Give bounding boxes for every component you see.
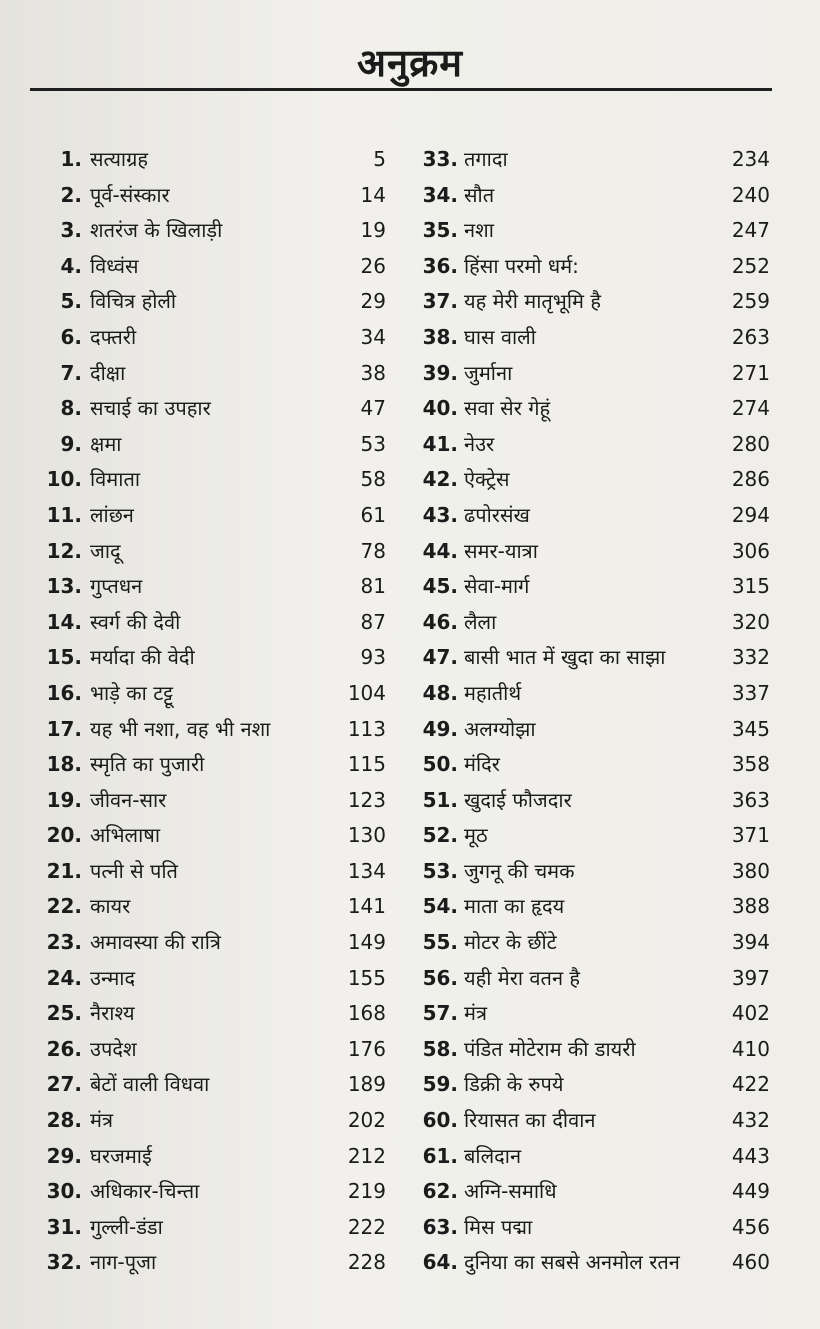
toc-right-column bbox=[418, 142, 770, 1281]
toc-entry-title: यह मेरी मातृभूमि है bbox=[464, 289, 601, 314]
toc-entry-number: 18. bbox=[46, 752, 82, 777]
toc-entry-title: मूठ bbox=[464, 823, 488, 848]
toc-entry bbox=[418, 1210, 770, 1246]
toc-entry-number: 64. bbox=[422, 1250, 458, 1275]
toc-entry-number: 21. bbox=[46, 858, 82, 883]
toc-entry bbox=[418, 142, 770, 178]
toc-entry-page: 234 bbox=[731, 147, 770, 171]
toc-entry-page: 380 bbox=[731, 858, 770, 883]
toc-entry-title: मर्यादा की वेदी bbox=[90, 645, 195, 670]
toc-entry-title: खुदाई फौजदार bbox=[464, 787, 572, 812]
toc-entry-title: नाग-पूजा bbox=[90, 1250, 157, 1275]
toc-entry bbox=[418, 569, 770, 605]
toc-entry-page: 259 bbox=[731, 289, 770, 314]
toc-entry-title: स्मृति का पुजारी bbox=[90, 752, 205, 777]
toc-entry-title: जीवन-सार bbox=[90, 787, 167, 812]
toc-entry-title: जुगनू की चमक bbox=[464, 858, 575, 883]
toc-entry bbox=[44, 1139, 386, 1175]
toc-entry-title: सत्याग्रह bbox=[90, 147, 148, 171]
toc-entry bbox=[44, 320, 386, 356]
toc-entry-title: तगादा bbox=[464, 147, 508, 171]
toc-entry-title: यह भी नशा, वह भी नशा bbox=[90, 716, 271, 741]
toc-entry-page: 363 bbox=[731, 787, 770, 812]
toc-entry-title: महातीर्थ bbox=[464, 680, 522, 705]
toc-entry-page: 14 bbox=[360, 182, 386, 207]
toc-entry-page: 34 bbox=[360, 324, 386, 349]
toc-entry-number: 56. bbox=[422, 965, 458, 990]
toc-entry bbox=[418, 818, 770, 854]
toc-entry-title: ढपोरसंख bbox=[464, 502, 530, 527]
toc-entry bbox=[418, 391, 770, 427]
toc-entry-number: 26. bbox=[46, 1036, 82, 1061]
toc-entry bbox=[44, 1174, 386, 1210]
toc-entry-number: 41. bbox=[422, 431, 458, 456]
toc-entry-title: डिक्री के रुपये bbox=[464, 1072, 564, 1097]
toc-entry-page: 219 bbox=[347, 1179, 386, 1204]
toc-entry-page: 222 bbox=[347, 1214, 386, 1239]
toc-entry-number: 15. bbox=[46, 645, 82, 670]
toc-entry-number: 12. bbox=[46, 538, 82, 563]
toc-entry-number: 43. bbox=[422, 502, 458, 527]
toc-entry-page: 47 bbox=[360, 396, 386, 421]
toc-entry-page: 371 bbox=[731, 823, 770, 848]
toc-entry-number: 35. bbox=[422, 218, 458, 243]
toc-entry-page: 176 bbox=[347, 1036, 386, 1061]
toc-entry bbox=[418, 427, 770, 463]
toc-entry-page: 81 bbox=[360, 574, 386, 599]
toc-entry-page: 104 bbox=[347, 680, 386, 705]
toc-entry-title: अग्नि-समाधि bbox=[464, 1179, 557, 1204]
toc-entry-title: मंदिर bbox=[464, 752, 500, 777]
toc-entry-title: बलिदान bbox=[464, 1143, 522, 1168]
toc-entry-number: 45. bbox=[422, 574, 458, 599]
toc-entry-number: 1. bbox=[60, 147, 82, 171]
toc-entry-title: रियासत का दीवान bbox=[464, 1108, 596, 1133]
toc-entry-title: शतरंज के खिलाड़ी bbox=[90, 218, 223, 243]
toc-entry-title: लांछन bbox=[90, 502, 134, 527]
toc-entry-title: अलग्योझा bbox=[464, 716, 536, 741]
toc-entry-title: जादू bbox=[90, 538, 121, 563]
toc-entry-page: 189 bbox=[347, 1072, 386, 1097]
toc-entry-number: 51. bbox=[422, 787, 458, 812]
toc-entry bbox=[418, 676, 770, 712]
toc-entry-page: 61 bbox=[360, 502, 386, 527]
toc-entry bbox=[44, 249, 386, 285]
toc-entry bbox=[418, 1245, 770, 1281]
toc-entry bbox=[418, 605, 770, 641]
toc-entry-page: 410 bbox=[731, 1036, 770, 1061]
toc-entry-page: 280 bbox=[731, 431, 770, 456]
toc-entry-page: 449 bbox=[731, 1179, 770, 1204]
toc-entry bbox=[44, 213, 386, 249]
toc-entry-page: 271 bbox=[731, 360, 770, 385]
toc-entry-number: 30. bbox=[46, 1179, 82, 1204]
toc-entry-title: विध्वंस bbox=[90, 253, 139, 278]
toc-entry bbox=[418, 854, 770, 890]
toc-entry-number: 2. bbox=[60, 182, 82, 207]
toc-entry bbox=[44, 142, 386, 178]
toc-entry bbox=[44, 818, 386, 854]
toc-entry-page: 306 bbox=[731, 538, 770, 563]
toc-entry-number: 42. bbox=[422, 467, 458, 492]
toc-entry-page: 337 bbox=[731, 680, 770, 705]
toc-entry-number: 49. bbox=[422, 716, 458, 741]
toc-entry-number: 11. bbox=[46, 502, 82, 527]
toc-entry-number: 59. bbox=[422, 1072, 458, 1097]
toc-entry-page: 168 bbox=[347, 1001, 386, 1026]
toc-entry-number: 52. bbox=[422, 823, 458, 848]
toc-entry bbox=[418, 320, 770, 356]
toc-entry-number: 37. bbox=[422, 289, 458, 314]
toc-entry bbox=[44, 747, 386, 783]
toc-entry bbox=[418, 1067, 770, 1103]
toc-entry-title: घास वाली bbox=[464, 324, 536, 349]
toc-entry-title: उपदेश bbox=[90, 1036, 137, 1061]
toc-entry bbox=[418, 498, 770, 534]
toc-entry-page: 87 bbox=[360, 609, 386, 634]
toc-entry bbox=[418, 249, 770, 285]
toc-entry-page: 212 bbox=[347, 1143, 386, 1168]
toc-entry-number: 29. bbox=[46, 1143, 82, 1168]
toc-entry bbox=[44, 961, 386, 997]
toc-entry bbox=[418, 783, 770, 819]
toc-entry-title: सेवा-मार्ग bbox=[464, 574, 530, 599]
toc-entry-number: 34. bbox=[422, 182, 458, 207]
toc-entry-title: समर-यात्रा bbox=[464, 538, 538, 563]
toc-entry-page: 134 bbox=[347, 858, 386, 883]
toc-entry bbox=[44, 1032, 386, 1068]
toc-entry-title: लैला bbox=[464, 609, 497, 634]
toc-entry-page: 320 bbox=[731, 609, 770, 634]
toc-entry-number: 14. bbox=[46, 609, 82, 634]
toc-entry bbox=[418, 356, 770, 392]
toc-entry-title: घरजमाई bbox=[90, 1143, 152, 1168]
toc-entry bbox=[418, 284, 770, 320]
toc-entry-number: 50. bbox=[422, 752, 458, 777]
toc-entry-page: 123 bbox=[347, 787, 386, 812]
toc-entry bbox=[418, 996, 770, 1032]
toc-entry-page: 93 bbox=[360, 645, 386, 670]
toc-entry-title: बेटों वाली विधवा bbox=[90, 1072, 210, 1097]
toc-entry-number: 62. bbox=[422, 1179, 458, 1204]
toc-entry-number: 27. bbox=[46, 1072, 82, 1097]
toc-entry-page: 460 bbox=[731, 1250, 770, 1275]
toc-entry-number: 17. bbox=[46, 716, 82, 741]
toc-entry-page: 456 bbox=[731, 1214, 770, 1239]
toc-entry-page: 130 bbox=[347, 823, 386, 848]
toc-entry-title: स्वर्ग की देवी bbox=[90, 609, 181, 634]
toc-entry-title: मोटर के छींटे bbox=[464, 930, 557, 955]
toc-entry-title: अधिकार-चिन्ता bbox=[90, 1179, 200, 1204]
toc-entry bbox=[44, 1067, 386, 1103]
toc-entry-page: 155 bbox=[347, 965, 386, 990]
toc-entry bbox=[44, 889, 386, 925]
toc-entry-number: 31. bbox=[46, 1214, 82, 1239]
toc-entry-page: 315 bbox=[731, 574, 770, 599]
toc-entry-title: विचित्र होली bbox=[90, 289, 177, 314]
toc-entry bbox=[418, 1139, 770, 1175]
toc-entry-title: अभिलाषा bbox=[90, 823, 160, 848]
toc-entry bbox=[418, 961, 770, 997]
toc-entry bbox=[44, 1210, 386, 1246]
toc-entry-title: कायर bbox=[90, 894, 131, 919]
toc-entry-number: 25. bbox=[46, 1001, 82, 1026]
toc-entry-number: 39. bbox=[422, 360, 458, 385]
title-rule bbox=[30, 88, 772, 91]
toc-entry-page: 397 bbox=[731, 965, 770, 990]
toc-entry-page: 332 bbox=[731, 645, 770, 670]
toc-entry-number: 33. bbox=[422, 147, 458, 171]
toc-entry-page: 149 bbox=[347, 930, 386, 955]
toc-entry-title: बासी भात में खुदा का साझा bbox=[464, 645, 666, 670]
toc-entry-page: 19 bbox=[360, 218, 386, 243]
toc-entry-number: 46. bbox=[422, 609, 458, 634]
toc-entry-number: 5. bbox=[60, 289, 82, 314]
toc-entry-title: दुनिया का सबसे अनमोल रतन bbox=[464, 1250, 680, 1275]
toc-entry-number: 19. bbox=[46, 787, 82, 812]
toc-entry-page: 38 bbox=[360, 360, 386, 385]
toc-entry-title: पूर्व-संस्कार bbox=[90, 182, 170, 207]
toc-entry-number: 20. bbox=[46, 823, 82, 848]
toc-entry-title: पत्नी से पति bbox=[90, 858, 178, 883]
toc-entry-number: 16. bbox=[46, 680, 82, 705]
toc-entry bbox=[418, 747, 770, 783]
toc-entry bbox=[418, 213, 770, 249]
toc-entry-page: 422 bbox=[731, 1072, 770, 1097]
toc-entry bbox=[44, 676, 386, 712]
toc-entry bbox=[418, 1174, 770, 1210]
toc-entry bbox=[44, 1245, 386, 1281]
toc-entry-title: यही मेरा वतन है bbox=[464, 965, 581, 990]
toc-entry bbox=[44, 284, 386, 320]
toc-entry-number: 44. bbox=[422, 538, 458, 563]
toc-entry bbox=[44, 783, 386, 819]
toc-entry-title: विमाता bbox=[90, 467, 141, 492]
toc-entry-page: 141 bbox=[347, 894, 386, 919]
toc-entry-page: 202 bbox=[347, 1108, 386, 1133]
toc-entry-number: 58. bbox=[422, 1036, 458, 1061]
toc-entry bbox=[418, 1032, 770, 1068]
toc-entry-title: मंत्र bbox=[464, 1001, 487, 1026]
toc-entry-title: भाड़े का टट्टू bbox=[90, 680, 174, 705]
toc-entry-number: 32. bbox=[46, 1250, 82, 1275]
toc-entry-title: गुल्ली-डंडा bbox=[90, 1214, 163, 1239]
toc-entry-page: 443 bbox=[731, 1143, 770, 1168]
toc-entry-page: 263 bbox=[731, 324, 770, 349]
toc-entry-number: 57. bbox=[422, 1001, 458, 1026]
toc-entry-number: 38. bbox=[422, 324, 458, 349]
toc-entry bbox=[44, 605, 386, 641]
toc-entry-number: 3. bbox=[60, 218, 82, 243]
toc-entry bbox=[418, 1103, 770, 1139]
toc-entry-title: मिस पद्मा bbox=[464, 1214, 533, 1239]
toc-entry bbox=[418, 889, 770, 925]
toc-entry-page: 432 bbox=[731, 1108, 770, 1133]
toc-entry-title: दीक्षा bbox=[90, 360, 126, 385]
toc-entry bbox=[44, 391, 386, 427]
toc-entry-number: 4. bbox=[60, 253, 82, 278]
toc-entry-page: 286 bbox=[731, 467, 770, 492]
toc-entry-number: 60. bbox=[422, 1108, 458, 1133]
toc-entry-page: 53 bbox=[360, 431, 386, 456]
toc-entry bbox=[418, 925, 770, 961]
toc-entry bbox=[44, 854, 386, 890]
toc-entry-title: माता का हृदय bbox=[464, 894, 565, 919]
toc-entry-title: नेउर bbox=[464, 431, 495, 456]
toc-entry-number: 9. bbox=[60, 431, 82, 456]
toc-entry-title: क्षमा bbox=[90, 431, 122, 456]
toc-entry-number: 6. bbox=[60, 324, 82, 349]
toc-entry-title: नैराश्य bbox=[90, 1001, 135, 1026]
toc-entry bbox=[44, 462, 386, 498]
toc-entry-page: 294 bbox=[731, 502, 770, 527]
toc-entry-number: 28. bbox=[46, 1108, 82, 1133]
toc-entry-number: 10. bbox=[46, 467, 82, 492]
toc-entry-page: 26 bbox=[360, 253, 386, 278]
toc-entry bbox=[418, 640, 770, 676]
toc-entry-page: 29 bbox=[360, 289, 386, 314]
toc-entry bbox=[44, 996, 386, 1032]
toc-entry-page: 240 bbox=[731, 182, 770, 207]
toc-entry bbox=[44, 427, 386, 463]
toc-entry-number: 47. bbox=[422, 645, 458, 670]
toc-entry-number: 54. bbox=[422, 894, 458, 919]
toc-entry-page: 358 bbox=[731, 752, 770, 777]
toc-entry bbox=[418, 534, 770, 570]
toc-entry-page: 78 bbox=[360, 538, 386, 563]
toc-entry-number: 24. bbox=[46, 965, 82, 990]
toc-entry-title: सवा सेर गेहूं bbox=[464, 396, 551, 421]
toc-entry-title: जुर्माना bbox=[464, 360, 513, 385]
toc-entry-page: 274 bbox=[731, 396, 770, 421]
toc-entry-number: 8. bbox=[60, 396, 82, 421]
toc-entry bbox=[44, 178, 386, 214]
toc-entry-page: 58 bbox=[360, 467, 386, 492]
toc-entry-page: 228 bbox=[347, 1250, 386, 1275]
toc-entry-title: गुप्तधन bbox=[90, 574, 143, 599]
toc-entry-page: 115 bbox=[347, 752, 386, 777]
toc-entry-title: नशा bbox=[464, 218, 494, 243]
toc-entry bbox=[44, 569, 386, 605]
toc-entry-title: सचाई का उपहार bbox=[90, 396, 211, 421]
toc-entry-number: 13. bbox=[46, 574, 82, 599]
toc-entry bbox=[44, 712, 386, 748]
toc-entry-number: 40. bbox=[422, 396, 458, 421]
toc-entry bbox=[418, 712, 770, 748]
toc-entry-title: उन्माद bbox=[90, 965, 136, 990]
toc-entry-title: सौत bbox=[464, 182, 495, 207]
toc-entry-title: पंडित मोटेराम की डायरी bbox=[464, 1036, 636, 1061]
toc-entry-title: ऐक्ट्रेस bbox=[464, 467, 510, 492]
toc-entry-page: 113 bbox=[347, 716, 386, 741]
toc-entry-page: 394 bbox=[731, 930, 770, 955]
toc-entry-number: 63. bbox=[422, 1214, 458, 1239]
toc-entry bbox=[44, 1103, 386, 1139]
toc-entry-title: हिंसा परमो धर्म: bbox=[464, 253, 579, 278]
toc-entry-number: 23. bbox=[46, 930, 82, 955]
toc-entry-title: अमावस्या की रात्रि bbox=[90, 930, 221, 955]
toc-entry-page: 5 bbox=[373, 147, 386, 171]
toc-entry bbox=[418, 462, 770, 498]
toc-entry bbox=[418, 178, 770, 214]
toc-entry-page: 388 bbox=[731, 894, 770, 919]
toc-entry-page: 345 bbox=[731, 716, 770, 741]
toc-entry-number: 48. bbox=[422, 680, 458, 705]
toc-entry-title: मंत्र bbox=[90, 1108, 113, 1133]
toc-entry-number: 55. bbox=[422, 930, 458, 955]
toc-entry bbox=[44, 640, 386, 676]
toc-entry-number: 22. bbox=[46, 894, 82, 919]
toc-entry-title: दफ्तरी bbox=[90, 324, 137, 349]
toc-entry-page: 252 bbox=[731, 253, 770, 278]
toc-entry-page: 402 bbox=[731, 1001, 770, 1026]
toc-entry-number: 7. bbox=[60, 360, 82, 385]
toc-entry bbox=[44, 498, 386, 534]
page-title: अनुक्रम bbox=[356, 41, 464, 85]
toc-entry-number: 61. bbox=[422, 1143, 458, 1168]
toc-entry-number: 53. bbox=[422, 858, 458, 883]
toc-entry bbox=[44, 925, 386, 961]
toc-left-column bbox=[44, 142, 386, 1281]
toc-entry bbox=[44, 356, 386, 392]
toc-entry-number: 36. bbox=[422, 253, 458, 278]
toc-entry bbox=[44, 534, 386, 570]
toc-entry-page: 247 bbox=[731, 218, 770, 243]
